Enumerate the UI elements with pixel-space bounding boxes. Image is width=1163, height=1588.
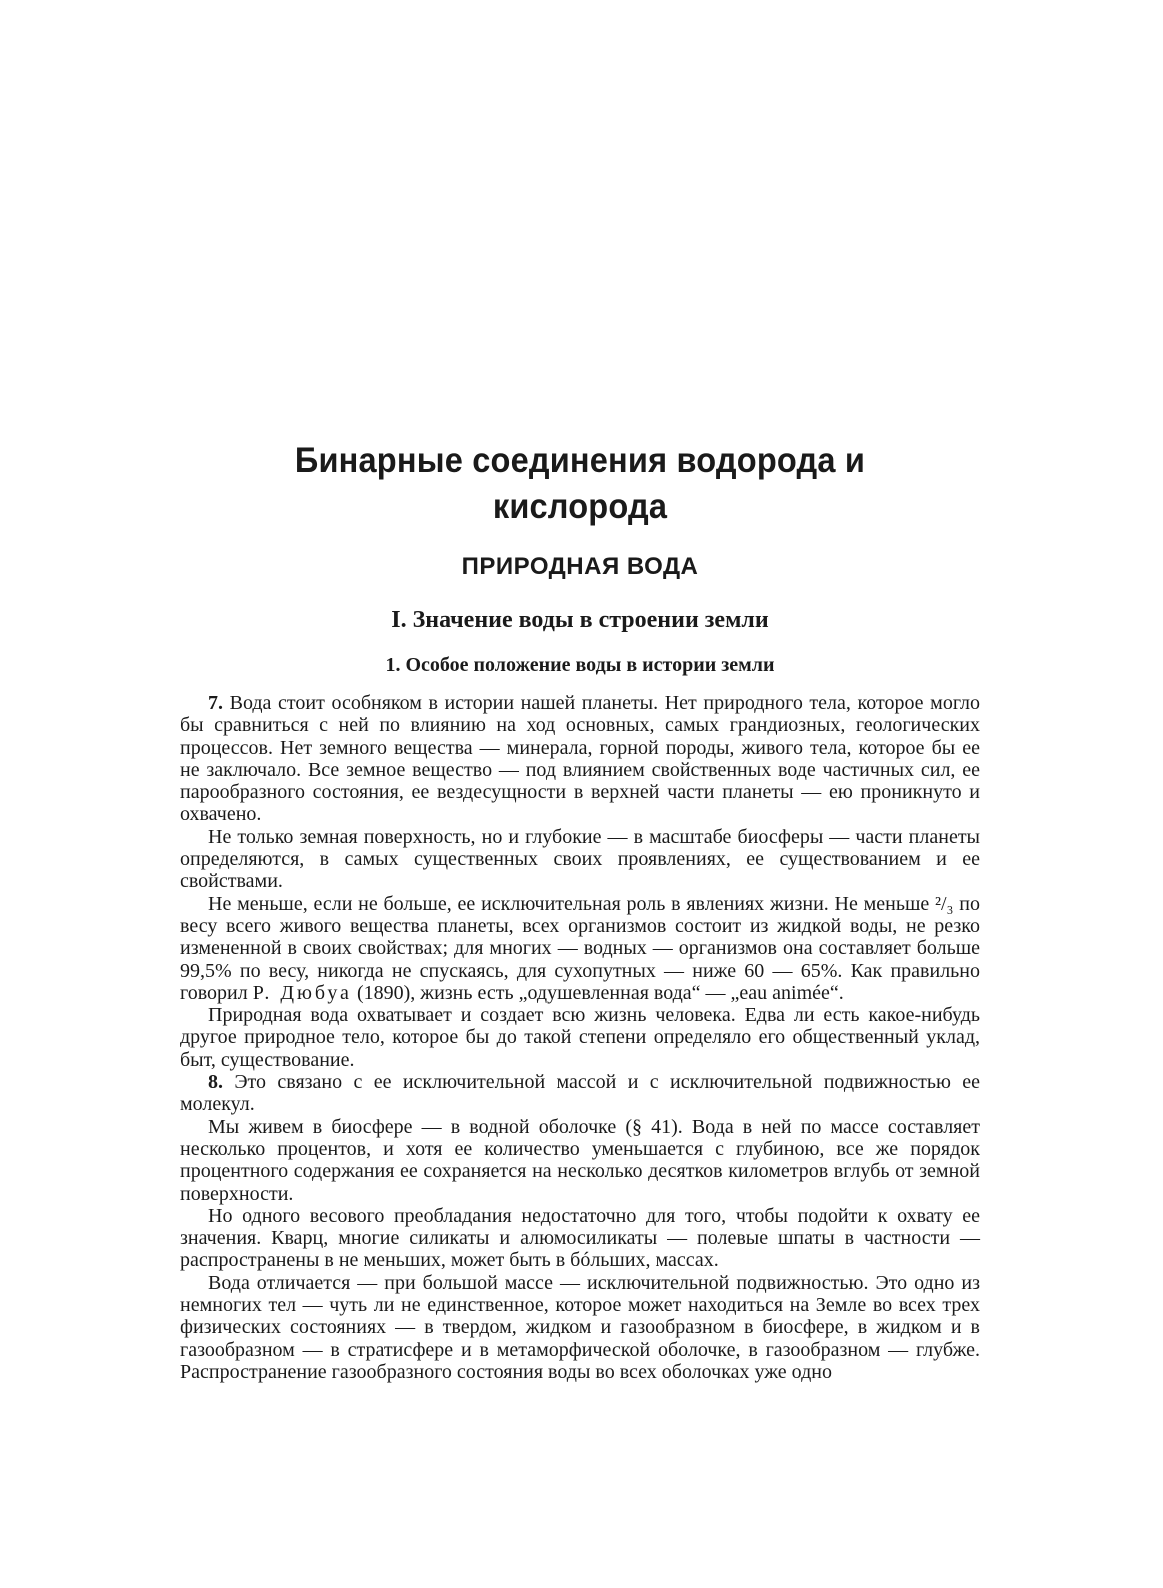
paragraph-text: (1890), жизнь есть „одушевленная вода“ — „eau animée“.	[351, 981, 844, 1004]
page-content	[180, 438, 980, 1383]
paragraph-7	[180, 692, 980, 826]
paragraph	[180, 826, 980, 893]
paragraph-text: Не меньше, если не больше, ее исключительная роль в явлениях жизни. Не меньше ²/₃ по весу всего живого вещества планеты, всех организмов состоит из жидкой воды, не резко измененной в своих свойствах; для многих — водных — организмов она составляет больше 99,5% по весу, никогда не спускаясь, для сухопутных — ниже 60 — 65%. Как правильно говорил	[180, 892, 980, 1004]
paragraph-text: Но одного весового преобладания недостаточно для того, чтобы подойти к охвату ее значения. Кварц, многие силикаты и алюмосиликаты — полевые шпаты в частности — распространены в не меньших, может быть в бóльших, массах.	[180, 1204, 980, 1272]
chapter-title: 1. Особое положение воды в истории земли	[385, 654, 775, 676]
paragraph-text: Это связано с ее исключительной массой и с исключительной подвижностью ее молекул.	[180, 1071, 980, 1116]
paragraph-number: 8.	[208, 1071, 223, 1094]
main-title: Бинарные соединения водорода и кислорода	[294, 441, 866, 526]
paragraph-text: Не только земная поверхность, но и глубокие — в масштабе биосферы — части планеты определяются, в самых существенных своих проявлениях, ее существованием и ее свойствами.	[180, 825, 980, 893]
paragraph	[180, 1205, 980, 1272]
paragraph-text: Вода стоит особняком в истории нашей планеты. Нет природного тела, которое могло бы сравниться с ней по влиянию на ход основных, самых грандиозных, геологических процессов. Нет земного вещества — минерала, горной породы, живого тела, которое бы ее не заключало. Все земное вещество — под влиянием свойственных воде частичных сил, ее парообразного состояния, ее вездесущности в верхней части планеты — ею проникнуто и охвачено.	[180, 692, 980, 826]
paragraph-text: Вода отличается — при большой массе — исключительной подвижностью. Это одно из немногих тел — чуть ли не единственное, которое может находиться на Земле во всех трех физических состояниях — в твердом, жидком и газообразном в биосфере, в жидком и в газообразном — в стратисфере и в метаморфической оболочке, в газообразном — глубже. Распространение газообразного состояния воды во всех оболочках уже одно	[180, 1271, 980, 1383]
body-text	[180, 692, 980, 1383]
paragraph	[180, 1272, 980, 1383]
paragraph-text: Природная вода охватывает и создает всю жизнь человека. Едва ли есть какое-нибудь другое природное тело, которое бы до такой степени определяло его общественный уклад, быт, существование.	[180, 1004, 980, 1071]
paragraph	[180, 1004, 980, 1071]
section-title: ПРИРОДНАЯ ВОДА	[461, 553, 699, 580]
paragraph	[180, 1116, 980, 1205]
paragraph-8	[180, 1071, 980, 1116]
paragraph-text: Мы живем в биосфере — в водной оболочке (§ 41). Вода в ней по массе составляет несколько процентов, и хотя ее количество уменьшается с глубиною, все же порядок процентного содержания ее сохраняется на несколько десятков километров вглубь от земной поверхности.	[180, 1115, 980, 1205]
paragraph	[180, 893, 980, 1004]
author-name: Р. Дюбуа	[252, 981, 352, 1004]
paragraph-number: 7.	[208, 692, 223, 714]
part-title: I. Значение воды в строении земли	[391, 607, 769, 633]
